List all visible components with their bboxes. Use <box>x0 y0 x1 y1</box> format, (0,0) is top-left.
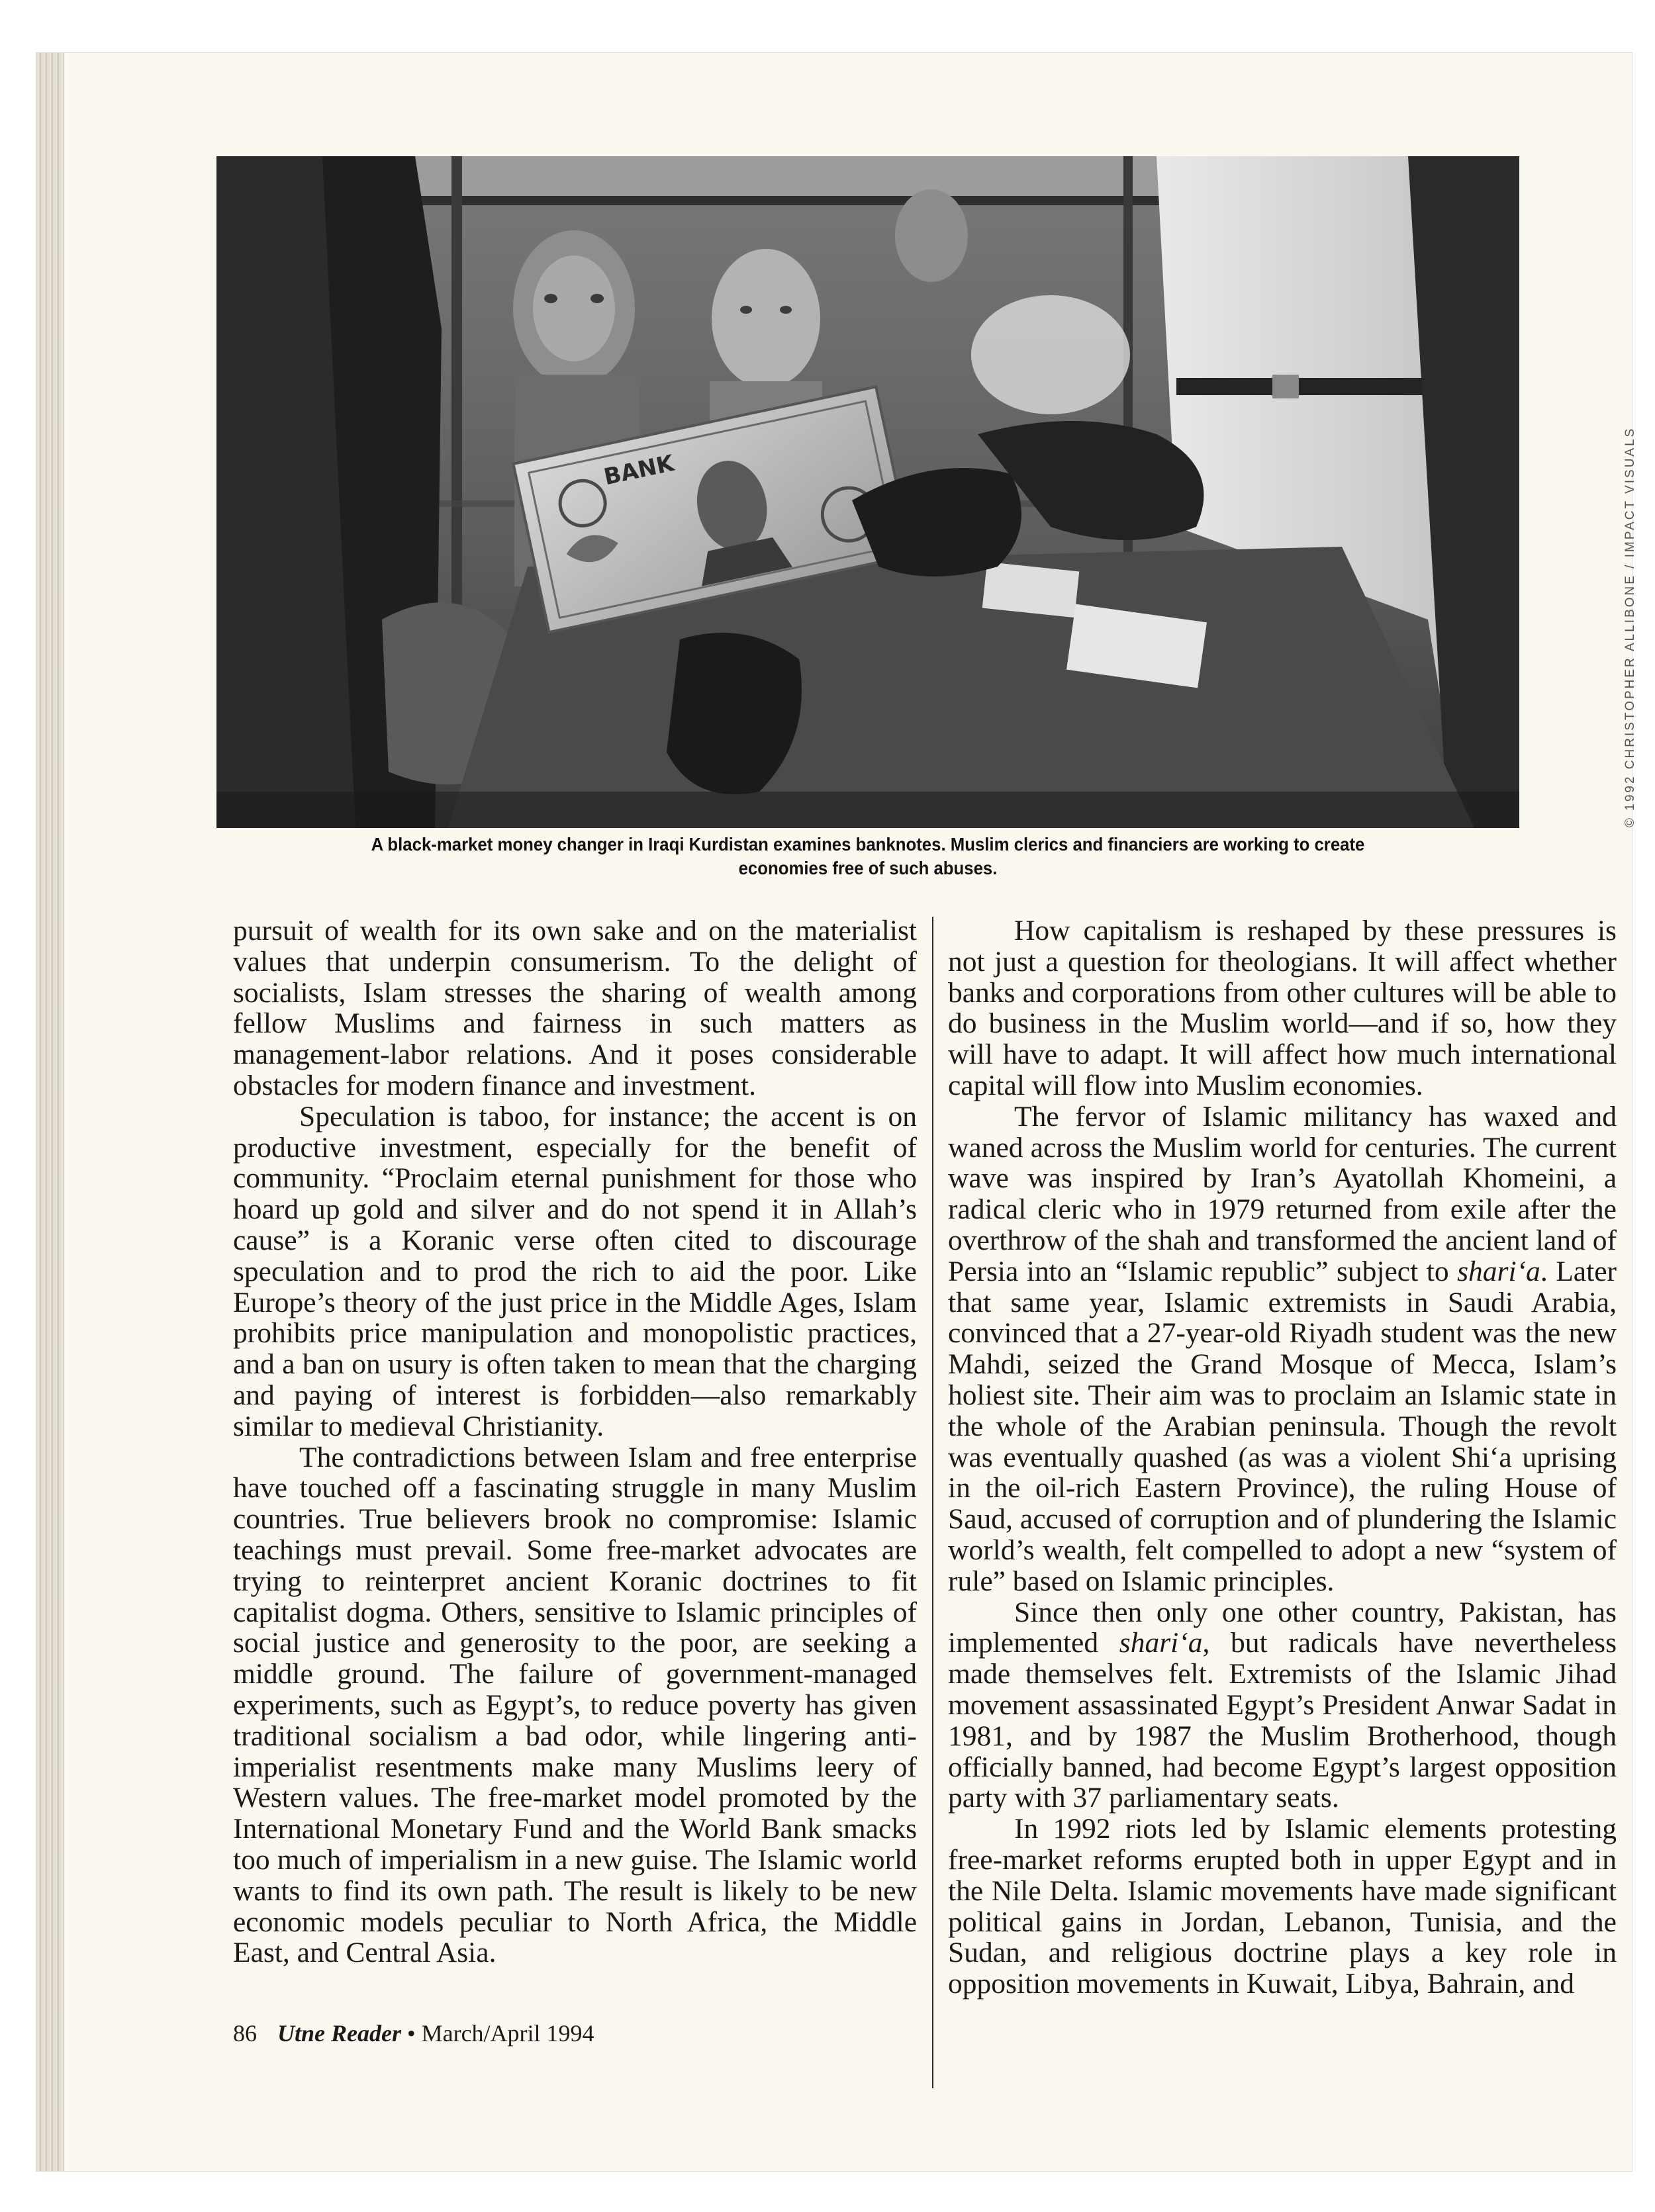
footer-separator: • <box>406 2020 416 2047</box>
paragraph: The contradictions between Islam and free enterprise have touched off a fascinating struggle in many Muslim countries. True believers brook no compromise: Islamic teachings must prevail. Some free-market advocates are trying to reinterpret ancient Koranic doctrines to fit capitalist dogma. Others, sensitive to Islamic principles of social justice and generosity to the poor, are seeking a middle ground. The failure of government-managed experiments, such as Egypt’s, to reduce poverty has given traditional socialism a bad odor, while lingering anti-imperialist resentments make many Muslims leery of Western values. The free-market model promoted by the International Monetary Fund and the World Bank smacks too much of imperialism in a new guise. The Islamic world wants to find its own path. The result is likely to be new economic models peculiar to North Africa, the Middle East, and Central Asia. <box>233 1441 917 1969</box>
book-gutter <box>36 53 64 2171</box>
photo-caption <box>269 833 1468 880</box>
paragraph: How capitalism is reshaped by these pressures is not just a question for theologians. It will affect whether banks and corporations from other cultures will be able to do business in the Muslim world—and if so, how they will have to adapt. It will affect how much international capital will flow into Muslim economies. <box>948 915 1617 1101</box>
paragraph: The fervor of Islamic militancy has waxed and waned across the Muslim world for centuries. The current wave was inspired by Iran’s Ayatollah Khomeini, a radical cleric who in 1979 returned from exile after the overthrow of the shah and transformed the ancient land of Persia into an “Islamic republic” subject to shari‘a. Later that same year, Islamic extremists in Saudi Arabia, convinced that a 27-year-old Riyadh student was the new Mahdi, seized the Grand Mosque of Mecca, Islam’s holiest site. Their aim was to proclaim an Islamic state in the whole of the Arabian peninsula. Though the revolt was eventually quashed (as was a violent Shi‘a uprising in the oil-rich Eastern Province), the ruling House of Saud, accused of corruption and of plundering the Islamic world’s wealth, felt compelled to adopt a new “system of rule” based on Islamic principles. <box>948 1100 1617 1597</box>
article-column-right <box>948 915 1617 2000</box>
page-footer <box>233 2019 594 2047</box>
caption-line-1: A black-market money changer in Iraqi Kurdistan examines banknotes. Muslim clerics and financiers are working to create <box>371 834 1365 854</box>
paragraph: pursuit of wealth for its own sake and on the materialist values that underpin consumerism. To the delight of socialists, Islam stresses the sharing of wealth among fellow Muslims and fairness in such matters as management-labor relations. And it poses considerable obstacles for modern finance and investment. <box>233 915 917 1101</box>
paragraph: Speculation is taboo, for instance; the accent is on productive investment, especially for the benefit of community. “Proclaim eternal punishment for those who hoard up gold and silver and do not spend it in Allah’s cause” is a Koranic verse often cited to discourage speculation and to prod the rich to aid the poor. Like Europe’s theory of the just price in the Middle Ages, Islam prohibits price manipulation and monopolistic practices, and a ban on usury is often taken to mean that the charging and paying of interest is forbidden—also remarkably similar to medieval Christianity. <box>233 1100 917 1442</box>
italic-term: shari‘a <box>1119 1627 1203 1659</box>
page-number: 86 <box>233 2020 257 2047</box>
column-divider <box>932 917 933 2088</box>
paragraph: In 1992 riots led by Islamic elements protesting free-market reforms erupted both in upper Egypt and in the Nile Delta. Islamic movements have made significant political gains in Jordan, Lebanon, Tunisia, and the Sudan, and religious doctrine plays a key role in opposition movements in Kuwait, Libya, Bahrain, and <box>948 1813 1617 2000</box>
banknote-title: BANK <box>601 449 677 491</box>
paragraph: Since then only one other country, Pakistan, has implemented shari‘a, but radicals have nevertheless made themselves felt. Extremists of the Islamic Jihad movement assassinated Egypt’s President Anwar Sadat in 1981, and by 1987 the Muslim Brotherhood, though officially banned, had become Egypt’s largest opposition party with 37 parliamentary seats. <box>948 1596 1617 1814</box>
italic-term: shari‘a <box>1457 1255 1540 1287</box>
magazine-name: Utne Reader <box>277 2020 401 2047</box>
article-column-left <box>233 915 917 1968</box>
issue-date: March/April 1994 <box>421 2020 594 2047</box>
photo-illustration <box>216 156 1519 828</box>
photo-credit: © 1992 CHRISTOPHER ALLIBONE / IMPACT VISUALS <box>1623 426 1637 827</box>
photograph-money-changer <box>216 156 1519 828</box>
caption-line-2: economies free of such abuses. <box>738 858 998 878</box>
